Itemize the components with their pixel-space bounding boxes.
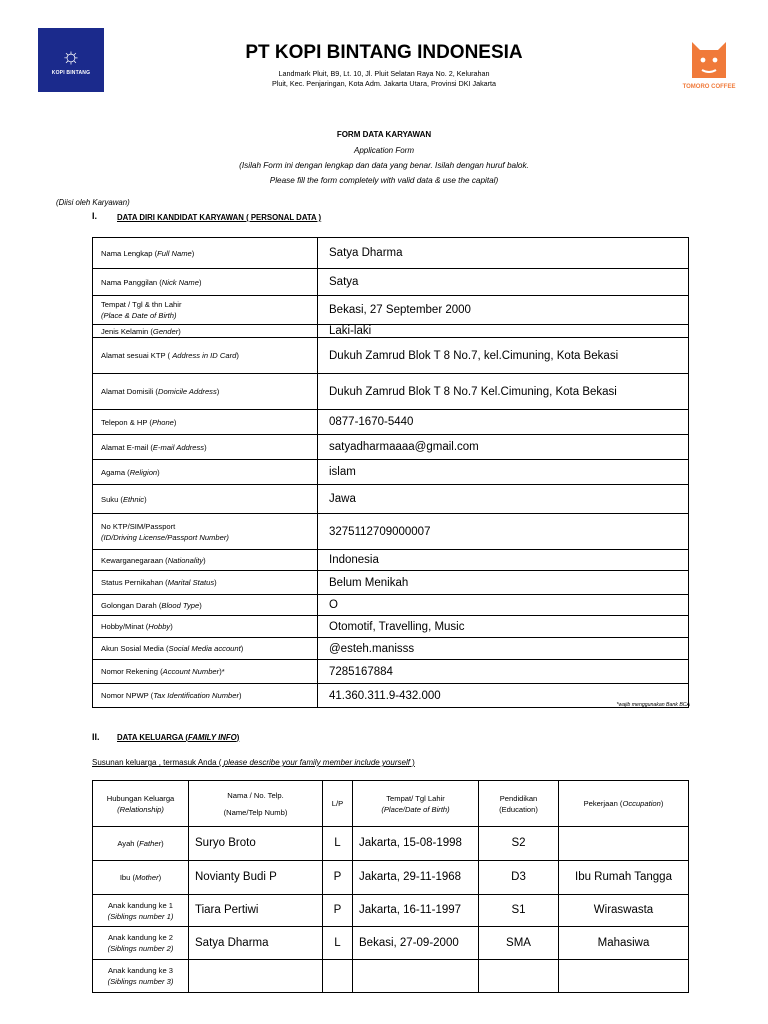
family-description: Susunan keluarga , termasuk Anda ( please describe your family member include yourself ) xyxy=(92,758,415,767)
address-line-1: Landmark Pluit, B9, Lt. 10, Jl. Pluit Selatan Raya No. 2, Kelurahan xyxy=(278,69,490,78)
field-label: Alamat sesuai KTP ( Address in ID Card) xyxy=(93,338,318,374)
family-row xyxy=(93,895,689,927)
name-cell: Tiara Pertiwi xyxy=(189,895,323,927)
field-value: O xyxy=(318,595,689,616)
relationship-cell: Ayah (Father) xyxy=(93,827,189,861)
family-data-table xyxy=(92,780,689,993)
address-line-2: Pluit, Kec. Penjaringan, Kota Adm. Jakarta Utara, Provinsi DKI Jakarta xyxy=(271,79,497,88)
personal-row xyxy=(93,638,689,660)
gender-cell xyxy=(323,960,353,993)
header-gender: L/P xyxy=(323,781,353,827)
header-name: Nama / No. Telp. (Name/Telp Numb) xyxy=(189,781,323,827)
field-label: Suku (Ethnic) xyxy=(93,485,318,514)
personal-row xyxy=(93,325,689,338)
personal-row xyxy=(93,550,689,571)
personal-data-table xyxy=(92,237,689,708)
header-occupation: Pekerjaan (Occupation) xyxy=(559,781,689,827)
tomoro-coffee-logo xyxy=(684,38,734,98)
company-name: PT KOPI BINTANG INDONESIA xyxy=(245,42,523,63)
field-value: islam xyxy=(318,460,689,485)
personal-row xyxy=(93,410,689,435)
field-value: Belum Menikah xyxy=(318,571,689,595)
personal-row xyxy=(93,238,689,269)
family-row xyxy=(93,927,689,960)
field-value: 3275112709000007 xyxy=(318,514,689,550)
relationship-cell: Anak kandung ke 3 (Siblings number 3) xyxy=(93,960,189,993)
gender-cell: L xyxy=(323,927,353,960)
education-cell: SMA xyxy=(479,927,559,960)
occupation-cell xyxy=(559,827,689,861)
field-label: Hobby/Minat (Hobby) xyxy=(93,616,318,638)
name-cell: Suryo Broto xyxy=(189,827,323,861)
header-education: Pendidikan (Education) xyxy=(479,781,559,827)
birth-cell: Jakarta, 16-11-1997 xyxy=(353,895,479,927)
section-1-title: DATA DIRI KANDIDAT KARYAWAN ( PERSONAL DATA ) xyxy=(117,213,322,222)
star-cup-icon: ☼ xyxy=(60,42,82,68)
field-label: Tempat / Tgl & thn Lahir (Place & Date of Birth) xyxy=(93,296,318,325)
personal-row xyxy=(93,660,689,684)
field-value: 41.360.311.9-432.000 xyxy=(318,684,689,708)
personal-row xyxy=(93,338,689,374)
field-label: Status Pernikahan (Marital Status) xyxy=(93,571,318,595)
field-label: Golongan Darah (Blood Type) xyxy=(93,595,318,616)
form-title: FORM DATA KARYAWAN xyxy=(336,130,432,139)
relationship-cell: Anak kandung ke 2 (Siblings number 2) xyxy=(93,927,189,960)
education-cell xyxy=(479,960,559,993)
occupation-cell: Mahasiwa xyxy=(559,927,689,960)
header-birth: Tempat/ Tgl Lahir (Place/Date of Birth) xyxy=(353,781,479,827)
company-address xyxy=(0,69,768,89)
field-label: Nama Panggilan (Nick Name) xyxy=(93,269,318,296)
section-1-number: I. xyxy=(92,211,98,221)
field-value: Dukuh Zamrud Blok T 8 No.7, kel.Cimuning, Kota Bekasi xyxy=(318,338,689,374)
section-2-title: DATA KELUARGA (FAMILY INFO) xyxy=(117,733,240,742)
field-label: Nomor Rekening (Account Number)* xyxy=(93,660,318,684)
field-label: No KTP/SIM/Passport (ID/Driving License/Passport Number) xyxy=(93,514,318,550)
personal-row xyxy=(93,595,689,616)
personal-row xyxy=(93,485,689,514)
right-logo-text: TOMORO COFFEE xyxy=(682,84,736,90)
field-value: 7285167884 xyxy=(318,660,689,684)
personal-row xyxy=(93,435,689,460)
education-cell: D3 xyxy=(479,861,559,895)
family-header-row xyxy=(93,781,689,827)
form-subtitle: Application Form xyxy=(353,146,415,155)
field-value: 0877-1670-5440 xyxy=(318,410,689,435)
personal-row xyxy=(93,374,689,410)
family-row xyxy=(93,861,689,895)
field-value: Satya xyxy=(318,269,689,296)
education-cell: S2 xyxy=(479,827,559,861)
field-label: Kewarganegaraan (Nationality) xyxy=(93,550,318,571)
instruction-indonesian: (Isilah Form ini dengan lengkap dan data yang benar. Isilah dengan huruf balok. xyxy=(239,161,529,170)
field-value: @esteh.manisss xyxy=(318,638,689,660)
instruction-english: Please fill the form completely with valid data & use the capital) xyxy=(269,176,499,185)
field-label: Alamat E-mail (E-mail Address) xyxy=(93,435,318,460)
bca-note: *wajib menggunakan Bank BCA xyxy=(616,702,690,708)
field-label: Alamat Domisili (Domicile Address) xyxy=(93,374,318,410)
birth-cell: Jakarta, 15-08-1998 xyxy=(353,827,479,861)
field-label: Nama Lengkap (Full Name) xyxy=(93,238,318,269)
field-value: Satya Dharma xyxy=(318,238,689,269)
name-cell: Novianty Budi P xyxy=(189,861,323,895)
occupation-cell: Wiraswasta xyxy=(559,895,689,927)
birth-cell xyxy=(353,960,479,993)
field-value: satyadharmaaaa@gmail.com xyxy=(318,435,689,460)
field-value: Bekasi, 27 September 2000 xyxy=(318,296,689,325)
field-label: Agama (Religion) xyxy=(93,460,318,485)
personal-row xyxy=(93,269,689,296)
gender-cell: L xyxy=(323,827,353,861)
field-label: Jenis Kelamin (Gender) xyxy=(93,325,318,338)
field-value: Otomotif, Travelling, Music xyxy=(318,616,689,638)
name-cell xyxy=(189,960,323,993)
field-label: Akun Sosial Media (Social Media account) xyxy=(93,638,318,660)
field-value: Indonesia xyxy=(318,550,689,571)
field-label: Nomor NPWP (Tax Identification Number) xyxy=(93,684,318,708)
name-cell: Satya Dharma xyxy=(189,927,323,960)
field-label: Telepon & HP (Phone) xyxy=(93,410,318,435)
gender-cell: P xyxy=(323,895,353,927)
field-value: Laki-laki xyxy=(318,325,689,338)
field-value: Dukuh Zamrud Blok T 8 No.7 Kel.Cimuning, Kota Bekasi xyxy=(318,374,689,410)
personal-row xyxy=(93,616,689,638)
personal-row xyxy=(93,571,689,595)
family-row xyxy=(93,960,689,993)
gender-cell: P xyxy=(323,861,353,895)
relationship-cell: Ibu (Mother) xyxy=(93,861,189,895)
header-relationship: Hubungan Keluarga (Relationship) xyxy=(93,781,189,827)
occupation-cell: Ibu Rumah Tangga xyxy=(559,861,689,895)
cat-icon xyxy=(688,38,730,82)
birth-cell: Jakarta, 29-11-1968 xyxy=(353,861,479,895)
left-logo-text: KOPI BINTANG xyxy=(51,69,91,76)
occupation-cell xyxy=(559,960,689,993)
personal-row xyxy=(93,460,689,485)
personal-row xyxy=(93,514,689,550)
filled-by-note: (Diisi oleh Karyawan) xyxy=(56,198,130,207)
birth-cell: Bekasi, 27-09-2000 xyxy=(353,927,479,960)
field-value: Jawa xyxy=(318,485,689,514)
education-cell: S1 xyxy=(479,895,559,927)
personal-row xyxy=(93,296,689,325)
relationship-cell: Anak kandung ke 1 (Siblings number 1) xyxy=(93,895,189,927)
section-2-number: II. xyxy=(92,732,100,742)
family-row xyxy=(93,827,689,861)
